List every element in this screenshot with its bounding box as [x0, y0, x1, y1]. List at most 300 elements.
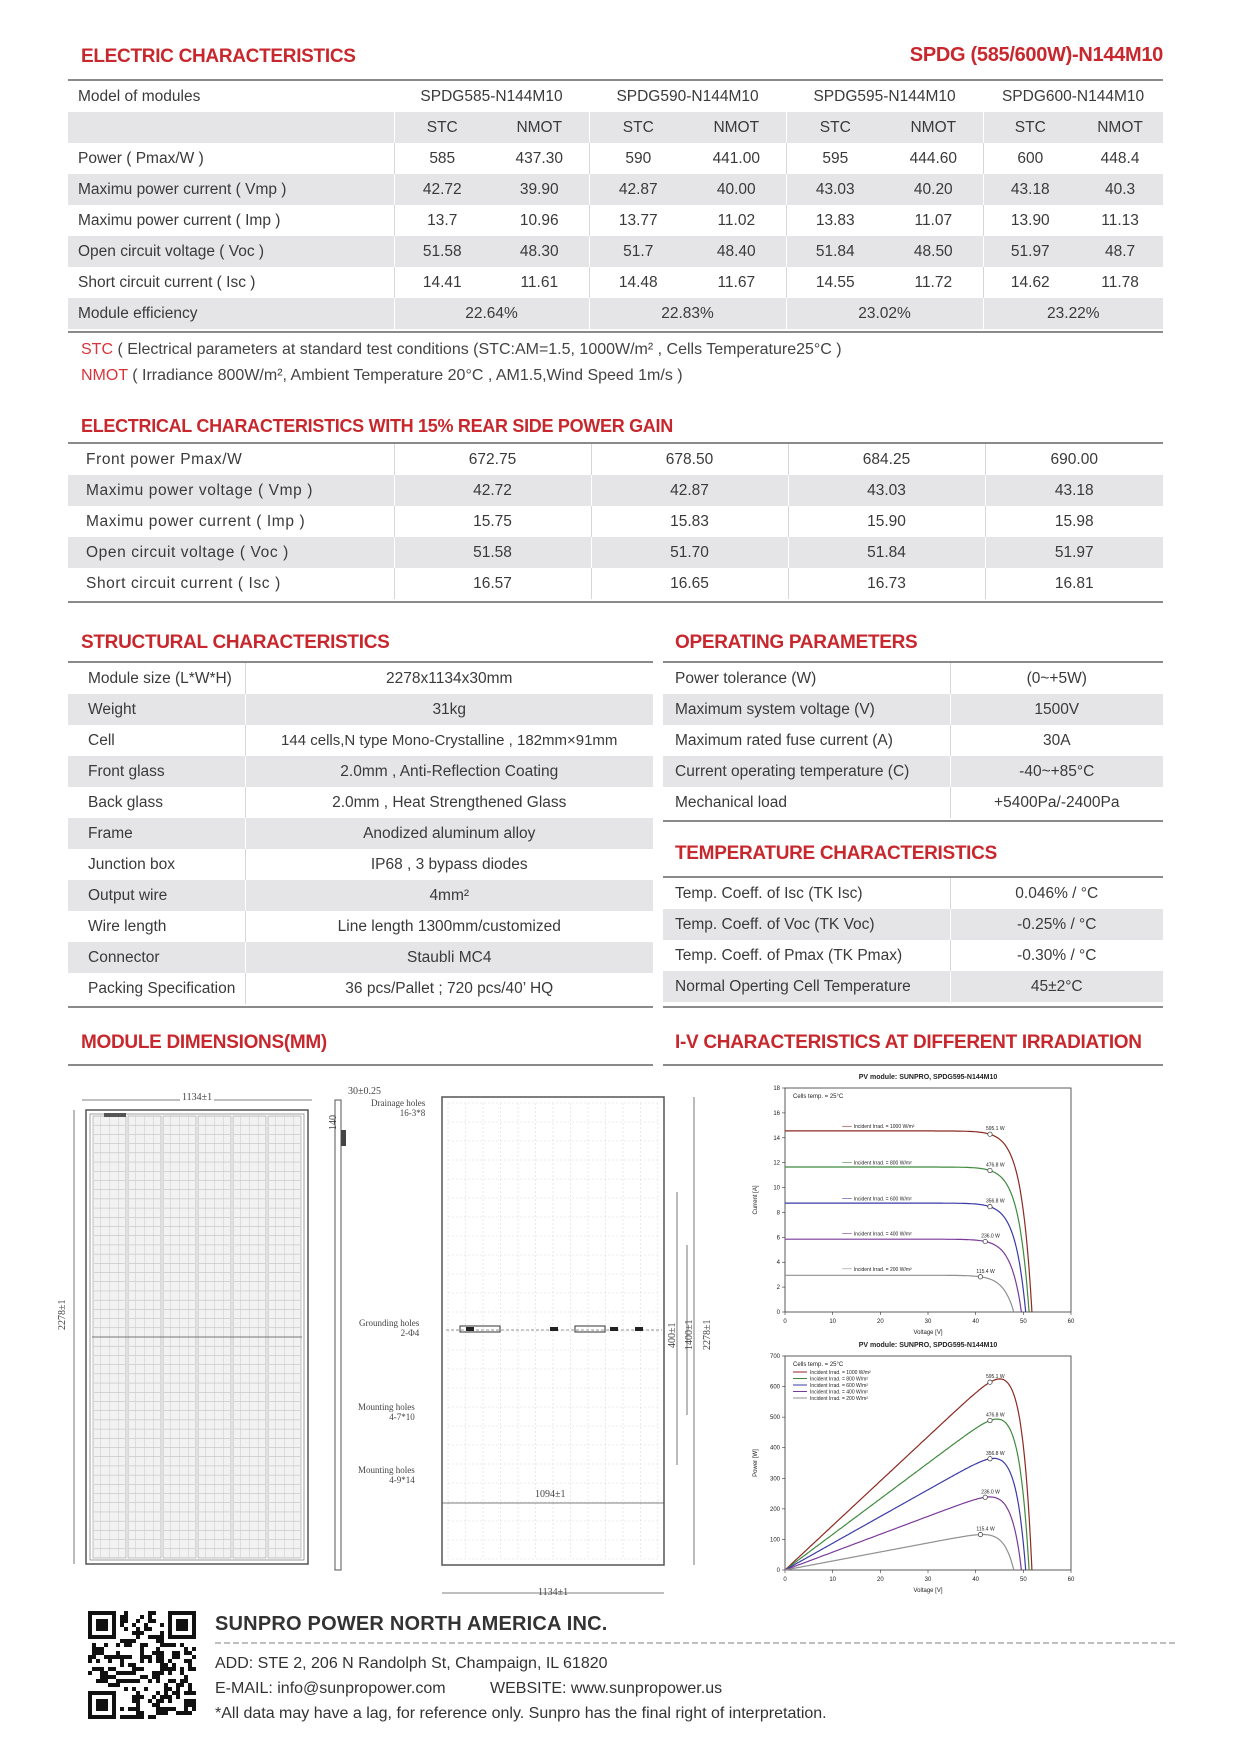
y-tick-label: 16 [773, 1110, 780, 1117]
disclaimer: *All data may have a lag, for reference only. Sunpro has the final right of interpretation. [215, 1705, 827, 1722]
qr-module [136, 1707, 140, 1711]
cell-value: +5400Pa/-2400Pa [950, 787, 1163, 818]
cell-value: 51.97 [985, 537, 1163, 568]
cell-value: 590 [589, 143, 687, 174]
cell-value: -0.30% / °C [950, 940, 1163, 971]
nmot-header: NMOT [1077, 112, 1163, 143]
qr-module [132, 1623, 136, 1627]
company-name: SUNPRO POWER NORTH AMERICA INC. [215, 1613, 608, 1635]
qr-module [156, 1699, 160, 1703]
qr-module [172, 1651, 176, 1655]
cell-value: 42.72 [394, 174, 490, 205]
qr-module [116, 1643, 120, 1647]
cell-value: 51.84 [788, 537, 985, 568]
iv-title: I-V CHARACTERISTICS AT DIFFERENT IRRADIATION [675, 1032, 1142, 1053]
mounting-holes-spec: 4-9*14 [389, 1475, 415, 1485]
qr-module [120, 1615, 124, 1619]
qr-module [88, 1655, 92, 1659]
row-label: Wire length [88, 917, 167, 935]
model-name: SPDG590-N144M10 [616, 87, 759, 105]
qr-module [136, 1619, 140, 1623]
divider [663, 1064, 1163, 1066]
cell-value: 13.83 [786, 205, 884, 236]
chart-title: PV module: SUNPRO, SPDG595-N144M10 [858, 1342, 998, 1349]
qr-module [156, 1659, 160, 1663]
cell-value: 13.7 [394, 205, 490, 236]
model-name: SPDG595-N144M10 [813, 87, 956, 105]
qr-module [140, 1631, 144, 1635]
electric-row [68, 267, 1163, 298]
row-label: Front power Pmax/W [86, 450, 243, 468]
cell-value: (0~+5W) [950, 663, 1163, 694]
qr-module [104, 1671, 108, 1675]
qr-module [96, 1667, 100, 1671]
qr-module [144, 1643, 148, 1647]
efficiency-value: 23.02% [786, 298, 983, 329]
mpp-label: 356.8 W [985, 1198, 1005, 1205]
company-website[interactable]: WEBSITE: www.sunpropower.us [490, 1680, 723, 1697]
qr-pattern [88, 1611, 196, 1719]
qr-finder [96, 1619, 108, 1631]
y-tick-label: 12 [773, 1160, 780, 1167]
qr-code[interactable] [88, 1611, 196, 1719]
x-axis-label: Voltage [V] [913, 1330, 943, 1336]
inner-width-label: 1094±1 [535, 1489, 566, 1500]
qr-module [192, 1667, 196, 1671]
row-label: Normal Operting Cell Temperature [663, 971, 950, 1002]
qr-module [192, 1647, 196, 1651]
x-tick-label: 40 [972, 1319, 980, 1325]
qr-module [128, 1671, 132, 1675]
bottom-width-label: 1134±1 [538, 1587, 569, 1598]
temperature-title: TEMPERATURE CHARACTERISTICS [675, 843, 997, 864]
qr-module [124, 1643, 128, 1647]
qr-module [132, 1687, 136, 1691]
qr-module [152, 1695, 156, 1699]
cell-value: 13.90 [983, 205, 1077, 236]
qr-module [160, 1659, 164, 1663]
qr-module [164, 1683, 168, 1687]
qr-module [144, 1623, 148, 1627]
pv-chart [745, 1336, 1085, 1596]
cell-value: 48.30 [490, 236, 589, 267]
qr-module [124, 1655, 128, 1659]
qr-module [172, 1663, 176, 1667]
cell-value: -40~+85°C [950, 756, 1163, 787]
qr-module [184, 1675, 188, 1679]
mpp-point [988, 1380, 992, 1384]
qr-module [104, 1679, 108, 1683]
mpp-label: 595.1 W [985, 1374, 1005, 1381]
nmot-header: NMOT [884, 112, 983, 143]
qr-module [188, 1663, 192, 1667]
qr-module [188, 1651, 192, 1655]
qr-module [104, 1655, 108, 1659]
qr-module [168, 1695, 172, 1699]
qr-module [176, 1695, 180, 1699]
nmot-note [81, 367, 683, 385]
qr-module [132, 1695, 136, 1699]
qr-module [136, 1691, 140, 1695]
cell-value: 30A [950, 725, 1163, 756]
cell-value: 11.72 [914, 273, 953, 291]
qr-module [152, 1651, 156, 1655]
qr-module [88, 1671, 92, 1675]
dim-2278-label: 2278±1 [702, 1319, 713, 1350]
efficiency-value: 22.83% [589, 298, 786, 329]
qr-module [164, 1707, 168, 1711]
cell-value: 14.55 [786, 267, 884, 298]
qr-module [184, 1679, 188, 1683]
drainage-holes-label: Drainage holes [371, 1098, 426, 1108]
qr-module [140, 1711, 144, 1715]
qr-module [140, 1643, 144, 1647]
qr-module [192, 1655, 196, 1659]
cell-value: 39.90 [490, 174, 589, 205]
x-tick-label: 60 [1067, 1577, 1075, 1583]
mpp-label: 115.4 W [976, 1268, 995, 1275]
x-tick-label: 20 [876, 1319, 884, 1325]
qr-module [160, 1643, 164, 1647]
qr-module [100, 1671, 104, 1675]
cell-value: 40.20 [884, 174, 983, 205]
y-tick-label: 18 [773, 1086, 780, 1092]
qr-module [144, 1627, 148, 1631]
qr-module [92, 1667, 96, 1671]
qr-module [120, 1663, 124, 1667]
qr-module [188, 1667, 192, 1671]
qr-module [92, 1655, 96, 1659]
cell-value: 11.02 [717, 211, 756, 229]
cell-value: 15.98 [985, 506, 1163, 537]
qr-module [156, 1691, 160, 1695]
qr-module [152, 1619, 156, 1623]
qr-module [176, 1691, 180, 1695]
qr-module [160, 1635, 164, 1639]
qr-module [176, 1651, 180, 1655]
qr-module [156, 1639, 160, 1643]
qr-module [104, 1675, 108, 1679]
cell-value: 48.50 [884, 236, 983, 267]
row-label: Front glass [68, 756, 245, 787]
qr-module [152, 1715, 156, 1719]
mounting-holes-spec: 4-7*10 [389, 1412, 415, 1422]
row-label: Mechanical load [675, 793, 788, 811]
cell-value: 684.25 [788, 444, 985, 475]
cell-value: 11.07 [914, 211, 953, 229]
qr-module [100, 1667, 104, 1671]
qr-module [124, 1679, 128, 1683]
cell-value: 595 [786, 143, 884, 174]
qr-module [140, 1667, 144, 1671]
x-tick-label: 0 [783, 1319, 787, 1325]
cell-value: Line length 1300mm/customized [245, 911, 653, 942]
y-tick-label: 700 [769, 1354, 780, 1360]
cell-value: 51.97 [983, 236, 1077, 267]
x-axis-label: Voltage [V] [913, 1588, 943, 1594]
qr-module [132, 1671, 136, 1675]
x-tick-label: 10 [829, 1319, 837, 1325]
qr-module [168, 1667, 172, 1671]
rear-gain-title: ELECTRICAL CHARACTERISTICS WITH 15% REAR SIDE POWER GAIN [81, 416, 673, 436]
series-label: Incident Irrad. = 400 W/m² [853, 1231, 912, 1238]
cell-value: 43.18 [983, 174, 1077, 205]
row-label: Cell [88, 731, 115, 749]
nmot-note-text: ( Irradiance 800W/m², Ambient Temperature 20°C , AM1.5,Wind Speed 1m/s ) [127, 367, 683, 384]
row-label: Packing Specification [88, 979, 236, 997]
cell-value: 11.61 [520, 273, 559, 291]
cell-value: 11.13 [1101, 211, 1139, 229]
qr-module [88, 1659, 92, 1663]
qr-finder [96, 1699, 108, 1711]
qr-module [120, 1671, 124, 1675]
qr-module [156, 1703, 160, 1707]
model-name: SPDG600-N144M10 [1001, 87, 1145, 105]
qr-module [116, 1683, 120, 1687]
cell-value: 444.60 [909, 149, 957, 167]
structural-title: STRUCTURAL CHARACTERISTICS [81, 632, 390, 653]
dim-1400-label: 1400±1 [684, 1319, 695, 1350]
legend-entry: Incident Irrad. = 1000 W/m² [810, 1370, 871, 1376]
qr-module [188, 1691, 192, 1695]
qr-module [168, 1707, 172, 1711]
chart-annotation: Cells temp. = 25°C [793, 1362, 844, 1368]
rear-row [68, 506, 1163, 537]
qr-module [164, 1667, 168, 1671]
qr-module [168, 1687, 172, 1691]
qr-module [132, 1631, 136, 1635]
chart-title: PV module: SUNPRO, SPDG595-N144M10 [858, 1074, 998, 1081]
cell-value: 690.00 [985, 444, 1163, 475]
mpp-point [978, 1275, 982, 1279]
cell-value: 51.84 [786, 236, 884, 267]
qr-module [148, 1627, 152, 1631]
qr-module [160, 1663, 164, 1667]
stc-header: STC [394, 112, 490, 143]
qr-module [116, 1655, 120, 1659]
qr-module [104, 1643, 108, 1647]
qr-module [128, 1639, 132, 1643]
row-label: Maximu power current ( Vmp ) [68, 174, 394, 205]
qr-module [116, 1651, 120, 1655]
qr-module [136, 1703, 140, 1707]
qr-module [148, 1619, 152, 1623]
stc-note-key: STC [81, 341, 113, 358]
x-tick-label: 30 [924, 1577, 932, 1583]
mounting-label-2 [358, 1465, 415, 1485]
y-tick-label: 200 [769, 1506, 780, 1513]
qr-module [168, 1679, 172, 1683]
qr-module [172, 1667, 176, 1671]
dimensions-title: MODULE DIMENSIONS(MM) [81, 1032, 327, 1053]
row-label: Open circuit voltage ( Voc ) [68, 236, 394, 267]
qr-module [136, 1667, 140, 1671]
qr-module [128, 1663, 132, 1667]
qr-module [108, 1659, 112, 1663]
cell-value: 15.83 [591, 506, 788, 537]
operating-table [663, 663, 1163, 818]
electric-row [68, 174, 1163, 205]
qr-module [128, 1643, 132, 1647]
qr-module [160, 1639, 164, 1643]
qr-module [140, 1615, 144, 1619]
row-label: Weight [68, 694, 245, 725]
series-label: Incident Irrad. = 200 W/m² [853, 1266, 912, 1273]
mpp-label: 115.4 W [976, 1526, 995, 1533]
qr-module [188, 1683, 192, 1687]
mpp-label: 236.0 W [981, 1233, 1000, 1240]
cell-value: 600 [983, 143, 1077, 174]
row-label: Power ( Pmax/W ) [78, 149, 204, 167]
qr-module [156, 1679, 160, 1683]
qr-module [116, 1671, 120, 1675]
electric-model-row [68, 81, 1163, 112]
cell-value: 48.7 [1077, 236, 1163, 267]
row-label: Module size (L*W*H) [88, 669, 232, 687]
qr-module [92, 1643, 96, 1647]
model-series-title: SPDG (585/600W)-N144M10 [909, 44, 1163, 66]
qr-module [128, 1679, 132, 1683]
stc-header: STC [786, 112, 884, 143]
mounting-hole [550, 1327, 558, 1331]
qr-module [120, 1639, 124, 1643]
mpp-point [983, 1495, 987, 1499]
x-tick-label: 30 [924, 1319, 932, 1325]
cell-value: 13.77 [589, 205, 687, 236]
x-tick-label: 50 [1019, 1319, 1027, 1325]
qr-module [132, 1667, 136, 1671]
cell-value: 16.73 [788, 568, 985, 599]
stc-header: STC [589, 112, 687, 143]
mpp-point [988, 1418, 992, 1422]
grounding-holes-label: Grounding holes [359, 1318, 420, 1328]
qr-module [148, 1611, 152, 1615]
label-strip [104, 1113, 126, 1117]
qr-module [120, 1679, 124, 1683]
x-tick-label: 10 [829, 1577, 837, 1583]
qr-module [148, 1635, 152, 1639]
cell-value: 585 [394, 143, 490, 174]
qr-module [124, 1611, 128, 1615]
qr-module [92, 1651, 96, 1655]
y-axis-label: Current [A] [753, 1185, 759, 1215]
company-address: ADD: STE 2, 206 N Randolph St, Champaign, IL 61820 [215, 1655, 608, 1672]
rear-row [68, 537, 1163, 568]
qr-module [136, 1627, 140, 1631]
qr-module [152, 1703, 156, 1707]
qr-module [180, 1643, 184, 1647]
y-axis-label: Power [W] [753, 1449, 759, 1477]
qr-module [124, 1639, 128, 1643]
qr-module [176, 1687, 180, 1691]
qr-module [184, 1691, 188, 1695]
mounting-holes-label: Mounting holes [358, 1465, 415, 1475]
qr-module [164, 1643, 168, 1647]
company-email[interactable]: E-MAIL: info@sunpropower.com [215, 1680, 446, 1697]
junction-box [341, 1130, 346, 1146]
qr-module [160, 1667, 164, 1671]
row-label: Power tolerance (W) [675, 669, 817, 687]
cell-value: 43.03 [788, 475, 985, 506]
qr-module [96, 1647, 100, 1651]
qr-module [132, 1639, 136, 1643]
qr-module [136, 1715, 140, 1719]
efficiency-value: 23.22% [983, 298, 1163, 329]
qr-module [120, 1715, 124, 1719]
qr-module [132, 1715, 136, 1719]
qr-module [156, 1647, 160, 1651]
qr-module [172, 1643, 176, 1647]
qr-module [112, 1675, 116, 1679]
row-label: Maximu power voltage ( Vmp ) [68, 475, 394, 506]
x-tick-label: 20 [876, 1577, 884, 1583]
qr-module [124, 1619, 128, 1623]
qr-module [96, 1651, 100, 1655]
cell-value: 16.81 [985, 568, 1163, 599]
qr-module [160, 1671, 164, 1675]
qr-module [144, 1655, 148, 1659]
qr-module [108, 1667, 112, 1671]
x-tick-label: 50 [1019, 1577, 1027, 1583]
dim-400-label: 400±1 [667, 1322, 678, 1348]
electric-table [68, 81, 1163, 329]
cell-value: 51.58 [394, 537, 591, 568]
temperature-table [663, 878, 1163, 1002]
qr-module [168, 1699, 172, 1703]
qr-module [116, 1679, 120, 1683]
qr-module [124, 1627, 128, 1631]
cell-value: 45±2°C [950, 971, 1163, 1002]
qr-module [148, 1655, 152, 1659]
qr-module [112, 1683, 116, 1687]
nmot-header: NMOT [490, 112, 589, 143]
rear-gain-table [68, 444, 1163, 599]
y-tick-label: 300 [769, 1476, 780, 1483]
mpp-label: 476.8 W [985, 1412, 1005, 1419]
qr-module [140, 1675, 144, 1679]
qr-module [120, 1707, 124, 1711]
width-dimension-label: 1134±1 [182, 1092, 213, 1103]
electric-title: ELECTRIC CHARACTERISTICS [81, 46, 356, 67]
cell-value: 2278x1134x30mm [245, 663, 653, 694]
y-tick-label: 0 [776, 1568, 780, 1574]
rear-row [68, 568, 1163, 599]
divider [663, 820, 1163, 822]
row-label: Short circuit current ( Isc ) [78, 273, 256, 291]
row-label: Maximu power current ( Imp ) [78, 211, 281, 229]
row-label: Maximum system voltage (V) [663, 694, 950, 725]
y-tick-label: 400 [769, 1445, 780, 1452]
qr-module [140, 1695, 144, 1699]
y-tick-label: 6 [776, 1235, 780, 1242]
cell-value: 15.90 [788, 506, 985, 537]
cell-value: 2.0mm , Heat Strengthened Glass [245, 787, 653, 818]
cell-value: 437.30 [515, 149, 563, 167]
qr-module [136, 1679, 140, 1683]
qr-module [92, 1647, 96, 1651]
qr-module [172, 1691, 176, 1695]
qr-module [192, 1691, 196, 1695]
qr-module [108, 1683, 112, 1687]
qr-module [180, 1679, 184, 1683]
qr-module [124, 1671, 128, 1675]
mpp-point [988, 1205, 992, 1209]
qr-module [112, 1655, 116, 1659]
qr-module [128, 1707, 132, 1711]
qr-module [164, 1663, 168, 1667]
y-tick-label: 0 [776, 1310, 780, 1316]
chart-annotation: Cells temp. = 25°C [793, 1094, 844, 1100]
